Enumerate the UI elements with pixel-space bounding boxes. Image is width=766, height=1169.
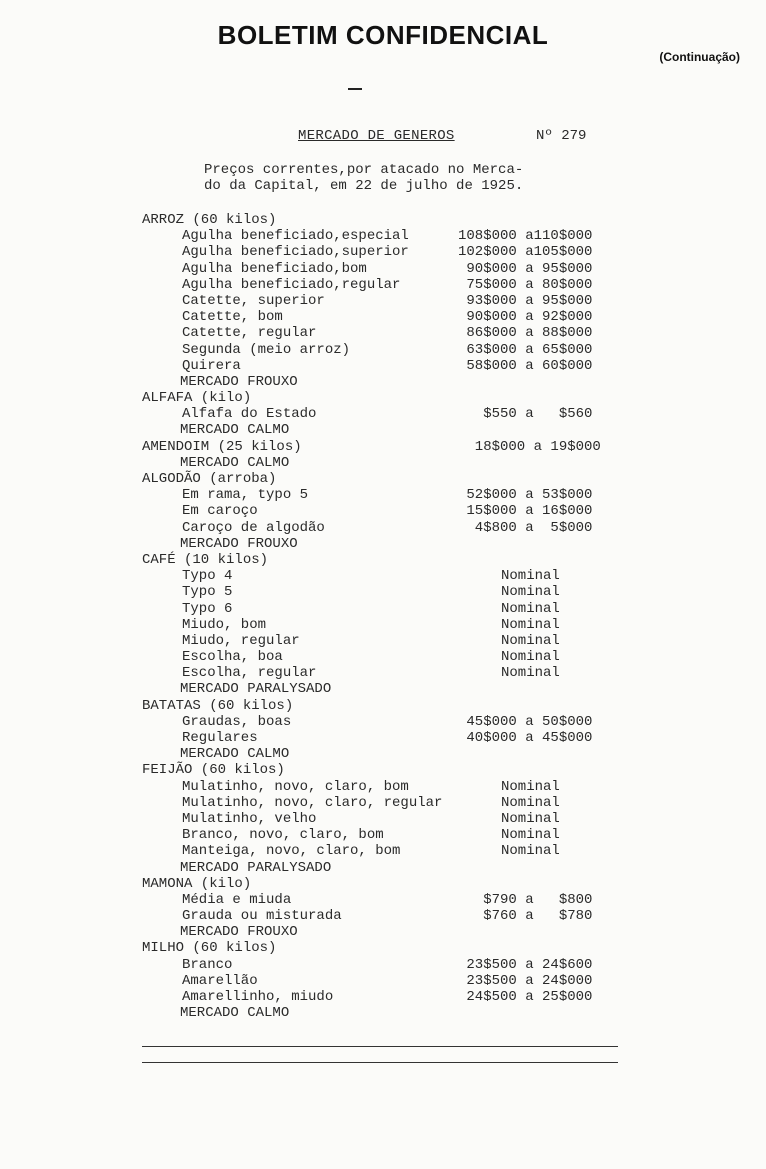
item-label: Mulatinho, novo, claro, bom	[182, 778, 409, 795]
list-item	[142, 584, 622, 600]
category-name: AMENDOIM (25 kilos)	[142, 438, 302, 455]
market-status: MERCADO CALMO	[180, 1005, 290, 1022]
nominal-value: Nominal	[501, 568, 560, 585]
list-item	[142, 957, 622, 973]
price-range: $760 a $780	[458, 908, 593, 925]
list-item	[142, 795, 622, 811]
item-label: Miudo, bom	[182, 616, 267, 633]
item-label: Typo 5	[182, 584, 233, 601]
nominal-value: Nominal	[501, 616, 560, 633]
item-label: Branco, novo, claro, bom	[182, 827, 384, 844]
category-row	[142, 698, 622, 714]
market-status-row	[142, 536, 622, 552]
nominal-value: Nominal	[501, 649, 560, 666]
category-row	[142, 212, 622, 228]
price-range: 4$800 a 5$000	[458, 519, 593, 536]
price-range: 23$500 a 24$600	[458, 956, 593, 973]
market-status-row	[142, 422, 622, 438]
nominal-value: Nominal	[501, 665, 560, 682]
item-label: Caroço de algodão	[182, 519, 325, 536]
market-status: MERCADO CALMO	[180, 746, 290, 763]
nominal-value: Nominal	[501, 600, 560, 617]
category-row	[142, 762, 622, 778]
item-label: Catette, superior	[182, 292, 325, 309]
market-status-row	[142, 746, 622, 762]
intro-text	[204, 162, 523, 194]
price-range: 90$000 a 95$000	[458, 260, 593, 277]
price-range: 75$000 a 80$000	[458, 276, 593, 293]
list-item	[142, 601, 622, 617]
market-status: MERCADO FROUXO	[180, 924, 298, 941]
market-status-row	[142, 1005, 622, 1021]
nominal-value: Nominal	[501, 632, 560, 649]
price-range: 108$000 a110$000	[458, 228, 593, 245]
item-label: Catette, regular	[182, 325, 317, 342]
category-name: FEIJÃO (60 kilos)	[142, 762, 285, 779]
market-status: MERCADO PARALYSADO	[180, 681, 332, 698]
intro-line: do da Capital, em 22 de julho de 1925.	[204, 178, 524, 194]
nominal-value: Nominal	[501, 794, 560, 811]
document-title: BOLETIM CONFIDENCIAL	[217, 20, 549, 50]
list-item	[142, 730, 622, 746]
bottom-rule	[142, 1062, 618, 1063]
list-item	[142, 973, 622, 989]
item-label: Segunda (meio arroz)	[182, 341, 351, 358]
market-status-row	[142, 681, 622, 697]
list-item	[142, 325, 622, 341]
price-range: 63$000 a 65$000	[458, 341, 593, 358]
list-item	[142, 520, 622, 536]
market-status: MERCADO CALMO	[180, 454, 290, 471]
price-range: 58$000 a 60$000	[458, 357, 593, 374]
category-name: CAFÉ (10 kilos)	[142, 551, 269, 568]
category-name: ALGODÃO (arroba)	[142, 471, 277, 487]
category-row	[142, 552, 622, 568]
price-range: 52$000 a 53$000	[458, 487, 593, 504]
list-item	[142, 503, 622, 519]
price-range: $550 a $560	[458, 406, 593, 423]
item-label: Amarellinho, miudo	[182, 989, 334, 1005]
category-row	[142, 439, 622, 455]
price-range: 90$000 a 92$000	[458, 309, 593, 326]
list-item	[142, 342, 622, 358]
category-name: ARROZ (60 kilos)	[142, 212, 277, 228]
nominal-value: Nominal	[501, 810, 560, 827]
category-name: MAMONA (kilo)	[142, 875, 252, 892]
item-label: Grauda ou misturada	[182, 908, 342, 925]
list-item	[142, 309, 622, 325]
list-item	[142, 228, 622, 244]
list-item	[142, 568, 622, 584]
market-status-row	[142, 924, 622, 940]
category-row	[142, 471, 622, 487]
continuation-label: (Continuação)	[659, 50, 740, 64]
list-item	[142, 827, 622, 843]
market-status: MERCADO FROUXO	[180, 373, 298, 390]
item-label: Escolha, regular	[182, 665, 317, 682]
price-range: 102$000 a105$000	[458, 244, 593, 261]
item-label: Agulha beneficiado,especial	[182, 228, 409, 245]
price-range: 93$000 a 95$000	[458, 292, 593, 309]
list-item	[142, 908, 622, 924]
item-label: Escolha, boa	[182, 649, 283, 666]
bulletin-number: Nº 279	[536, 128, 587, 144]
item-label: Quirera	[182, 357, 241, 374]
nominal-value: Nominal	[501, 584, 560, 601]
category-row	[142, 940, 622, 956]
separator-dash	[348, 88, 362, 90]
market-status: MERCADO CALMO	[180, 422, 290, 439]
item-label: Em caroço	[182, 503, 258, 520]
item-label: Catette, bom	[182, 309, 283, 326]
market-status-row	[142, 374, 622, 390]
item-label: Amarellão	[182, 972, 258, 989]
category-name: ALFAFA (kilo)	[142, 390, 252, 407]
nominal-value: Nominal	[501, 778, 560, 795]
item-label: Em rama, typo 5	[182, 487, 309, 504]
item-label: Branco	[182, 956, 233, 973]
market-status-row	[142, 860, 622, 876]
price-range: 86$000 a 88$000	[458, 325, 593, 342]
price-range: 40$000 a 45$000	[458, 730, 593, 746]
list-item	[142, 989, 622, 1005]
category-row	[142, 876, 622, 892]
item-label: Agulha beneficiado,bom	[182, 260, 367, 277]
item-label: Graudas, boas	[182, 713, 292, 730]
list-item	[142, 665, 622, 681]
section-heading: MERCADO DE GENEROS	[298, 128, 455, 144]
market-status: MERCADO PARALYSADO	[180, 859, 332, 876]
market-status: MERCADO FROUXO	[180, 535, 298, 552]
item-label: Miudo, regular	[182, 632, 300, 649]
item-label: Mulatinho, velho	[182, 810, 317, 827]
item-label: Manteiga, novo, claro, bom	[182, 843, 401, 860]
list-item	[142, 633, 622, 649]
nominal-value: Nominal	[501, 827, 560, 844]
price-listing	[142, 212, 622, 1021]
price-range: 45$000 a 50$000	[458, 713, 593, 730]
category-row	[142, 390, 622, 406]
item-label: Regulares	[182, 730, 258, 746]
list-item	[142, 892, 622, 908]
list-item	[142, 779, 622, 795]
list-item	[142, 617, 622, 633]
price-range: 24$500 a 25$000	[458, 989, 593, 1005]
category-name: MILHO (60 kilos)	[142, 940, 277, 957]
list-item	[142, 406, 622, 422]
item-label: Typo 6	[182, 600, 233, 617]
price-range: 15$000 a 16$000	[458, 503, 593, 520]
list-item	[142, 358, 622, 374]
item-label: Mulatinho, novo, claro, regular	[182, 794, 443, 811]
market-status-row	[142, 455, 622, 471]
price-range: 23$500 a 24$000	[458, 972, 593, 989]
list-item	[142, 277, 622, 293]
bottom-rule	[142, 1046, 618, 1047]
intro-line: Preços correntes,por atacado no Merca-	[204, 162, 524, 178]
list-item	[142, 843, 622, 859]
list-item	[142, 293, 622, 309]
list-item	[142, 487, 622, 503]
item-label: Typo 4	[182, 568, 233, 585]
item-label: Média e miuda	[182, 891, 292, 908]
list-item	[142, 261, 622, 277]
category-name: BATATAS (60 kilos)	[142, 697, 294, 714]
item-label: Agulha beneficiado,superior	[182, 244, 409, 261]
list-item	[142, 811, 622, 827]
price-range: $790 a $800	[458, 891, 593, 908]
list-item	[142, 649, 622, 665]
item-label: Agulha beneficiado,regular	[182, 276, 401, 293]
price-range: 18$000 a 19$000	[458, 438, 601, 455]
list-item	[142, 244, 622, 260]
item-label: Alfafa do Estado	[182, 406, 317, 423]
nominal-value: Nominal	[501, 843, 560, 860]
list-item	[142, 714, 622, 730]
